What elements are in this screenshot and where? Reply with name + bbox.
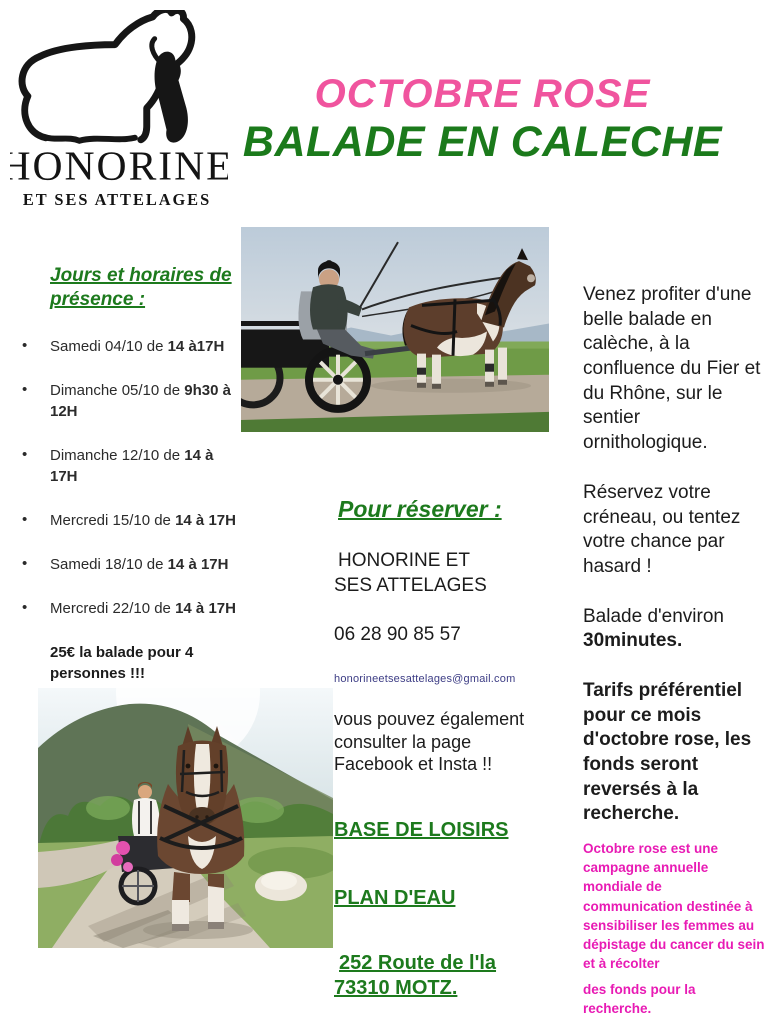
schedule-item	[15, 554, 243, 575]
schedule-item	[15, 598, 243, 619]
location-plan-deau: PLAN D'EAU	[334, 886, 456, 909]
address-line1: 252 Route de l'la	[339, 951, 497, 974]
schedule-item-text: Mercredi 22/10 de	[50, 599, 176, 617]
title-block	[200, 70, 765, 167]
social-note: vous pouvez également consulter la page Facebook et Insta !!	[334, 709, 525, 774]
schedule-item-text: Dimanche 12/10 de	[50, 446, 185, 464]
schedule-item-text: Samedi 18/10 de	[50, 555, 168, 573]
title-octobre-rose: OCTOBRE ROSE	[314, 72, 651, 116]
horse-ground-line	[40, 136, 135, 141]
woman-arm	[152, 39, 161, 63]
schedule-item-text: Dimanche 05/10 de	[50, 381, 185, 399]
company-name	[334, 549, 534, 598]
schedule-item-time: 14 à 17H	[175, 599, 236, 617]
logo-subtitle: ET SES ATTELAGES	[22, 190, 212, 210]
info-section	[583, 283, 765, 1018]
top-photo-carriage	[241, 227, 549, 432]
location-address	[334, 951, 534, 1001]
info-paragraph-3-text: Balade d'environ	[583, 605, 724, 627]
logo	[10, 10, 228, 215]
company-name-line2: SES ATTELAGES	[334, 574, 487, 596]
schedule-list	[15, 336, 243, 619]
info-paragraph-3	[583, 605, 765, 654]
info-paragraph-3-duration: 30minutes.	[583, 630, 683, 652]
schedule-item-time: 14 à 17H	[175, 511, 236, 529]
booking-heading: Pour réserver :	[338, 496, 502, 522]
schedule-item-text: Samedi 04/10 de	[50, 337, 168, 355]
horse-logo-icon	[10, 10, 228, 215]
schedule-item	[15, 445, 243, 487]
schedule-item-time: 14 à 17H	[50, 446, 214, 485]
schedule-item	[15, 336, 243, 357]
woman-figure	[155, 52, 188, 143]
info-paragraph-4: Tarifs préférentiel pour ce mois d'octobre rose, les fonds seront reversés à la recherche.	[583, 679, 752, 825]
schedule-item-time: 9h30 à 12H	[50, 381, 231, 420]
phone-number: 06 28 90 85 57	[334, 624, 461, 646]
price-note: 25€ la balade pour 4 personnes !!!	[50, 643, 194, 682]
info-paragraph-2: Réservez votre créneau, ou tentez votre chance par hasard !	[583, 481, 741, 577]
booking-section	[334, 496, 534, 1001]
title-balade-en-caleche: BALADE EN CALECHE	[242, 118, 723, 166]
logo-name: HONORINE	[10, 143, 228, 190]
location-base-de-loisirs: BASE DE LOISIRS	[334, 818, 509, 841]
schedule-item-time: 14 à17H	[167, 337, 225, 355]
schedule-item-text: Mercredi 15/10 de	[50, 511, 176, 529]
company-name-line1: HONORINE ET	[338, 550, 470, 571]
bottom-photo-art	[38, 688, 333, 948]
schedule-item-time: 14 à 17H	[167, 555, 229, 573]
schedule-section	[15, 264, 243, 684]
schedule-item	[15, 380, 243, 422]
schedule-heading: Jours et horaires de présence :	[50, 265, 232, 310]
info-paragraph-1: Venez profiter d'une belle balade en calèche, à la confluence du Fier et du Rhône, sur le sentier ornithologique.	[583, 284, 761, 454]
octobre-rose-note	[583, 839, 765, 1018]
octobre-rose-note-part1: Octobre rose est une campagne annuelle mondiale de communication destinée à sensibiliser les femmes au dépistage du cancer du sein et à récolter	[583, 841, 765, 971]
email-address[interactable]: honorineetsesattelages@gmail.com	[334, 673, 516, 686]
bottom-photo-horse	[38, 688, 333, 948]
address-line2: 73310 MOTZ.	[334, 976, 458, 999]
octobre-rose-note-part2: des fonds pour la recherche.	[583, 982, 696, 1017]
top-photo-art	[241, 227, 549, 432]
schedule-item	[15, 510, 243, 531]
